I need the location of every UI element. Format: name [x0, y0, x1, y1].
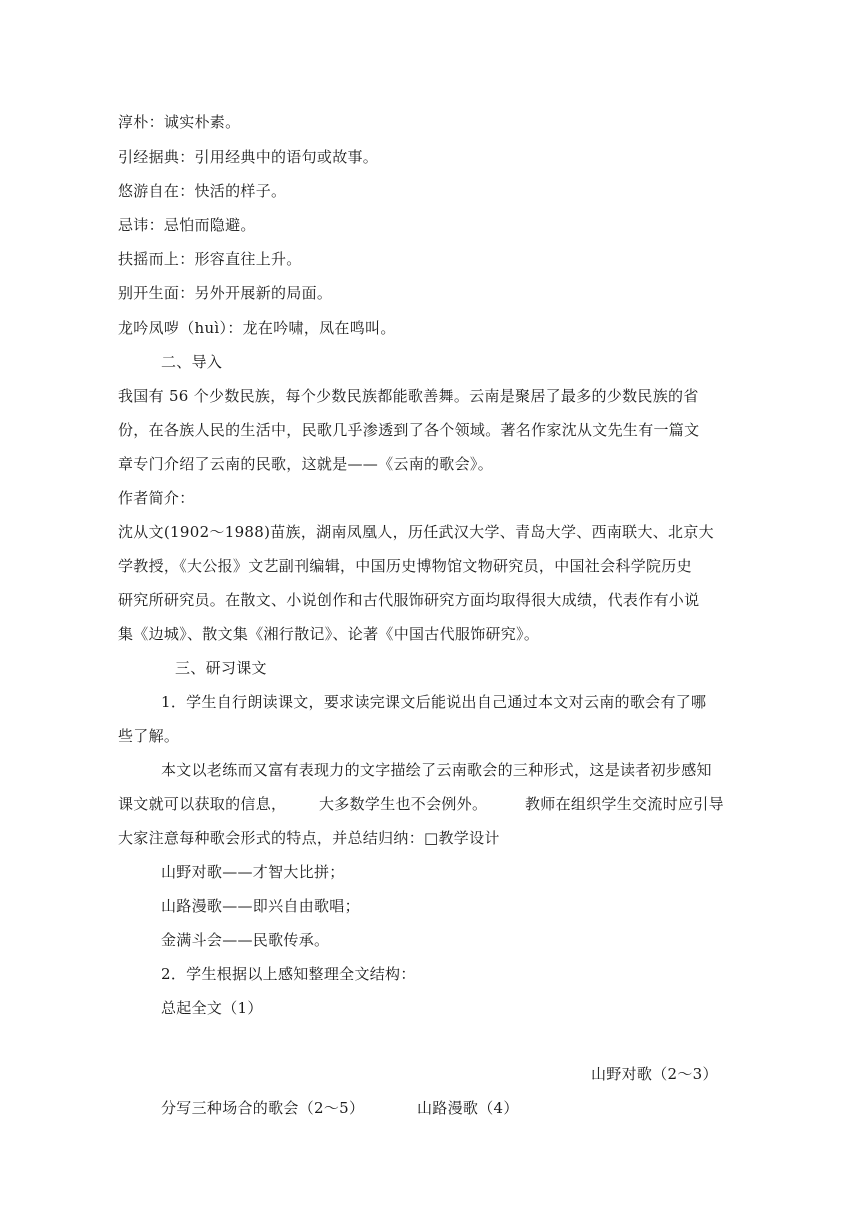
paragraph-line: 份，在各族人民的生活中，民歌几乎渗透到了各个领域。著名作家沈从文先生有一篇文: [118, 421, 700, 439]
vocab-line: 忌讳：忌怕而隐避。: [118, 216, 256, 234]
vocab-line: 别开生面：另外开展新的局面。: [118, 284, 333, 302]
paragraph-line: 我国有 56 个少数民族，每个少数民族都能歌善舞。云南是聚居了最多的少数民族的省: [118, 387, 699, 405]
structure-item: 山路漫歌（4）: [417, 1099, 519, 1117]
section-heading: 三、研习课文: [175, 659, 267, 677]
section-heading: 二、导入: [161, 353, 223, 371]
paragraph-line: 章专门介绍了云南的民歌，这就是——《云南的歌会》。: [118, 455, 494, 473]
answer-line: 教师在组织学生交流时应引导: [525, 795, 724, 813]
form-line: 金满斗会——民歌传承。: [161, 931, 330, 949]
form-line: 山路漫歌——即兴自由歌唱；: [161, 897, 360, 915]
vocab-line: 淳朴：诚实朴素。: [118, 113, 241, 131]
structure-item: 山野对歌（2～3）: [591, 1065, 718, 1083]
answer-line: 大家注意每种歌会形式的特点，并总结归纳：□教学设计: [118, 829, 500, 847]
question-line: 1．学生自行朗读课文，要求读完课文后能说出自己通过本文对云南的歌会有了哪: [161, 693, 707, 711]
question-line: 些了解。: [118, 727, 180, 745]
question-line: 2．学生根据以上感知整理全文结构：: [161, 965, 416, 983]
vocab-line: 龙吟凤哕（huì）：龙在吟啸，凤在鸣叫。: [118, 319, 396, 337]
answer-line: 本文以老练而又富有表现力的文字描绘了云南歌会的三种形式，这是读者初步感知: [161, 761, 712, 779]
structure-branch: 分写三种场合的歌会（2～5）: [161, 1099, 365, 1117]
form-line: 山野对歌——才智大比拼；: [161, 863, 345, 881]
structure-intro: 总起全文（1）: [161, 999, 263, 1017]
vocab-line: 引经据典：引用经典中的语句或故事。: [118, 148, 379, 166]
vocab-line: 悠游自在：快活的样子。: [118, 182, 287, 200]
author-line: 集《边城》、散文集《湘行散记》、论著《中国古代服饰研究》。: [118, 625, 540, 643]
author-line: 学教授，《大公报》文艺副刊编辑，中国历史博物馆文物研究员，中国社会科学院历史: [118, 557, 692, 575]
answer-line: 大多数学生也不会例外。: [319, 795, 488, 813]
answer-line: 课文就可以获取的信息，: [118, 795, 287, 813]
author-line: 研究所研究员。在散文、小说创作和古代服饰研究方面均取得很大成绩，代表作有小说: [118, 591, 700, 609]
author-heading: 作者简介：: [118, 489, 195, 507]
author-line: 沈从文(1902～1988)苗族，湖南凤凰人，历任武汉大学、青岛大学、西南联大、北京大: [118, 523, 714, 541]
vocab-line: 扶摇而上：形容直往上升。: [118, 250, 302, 268]
